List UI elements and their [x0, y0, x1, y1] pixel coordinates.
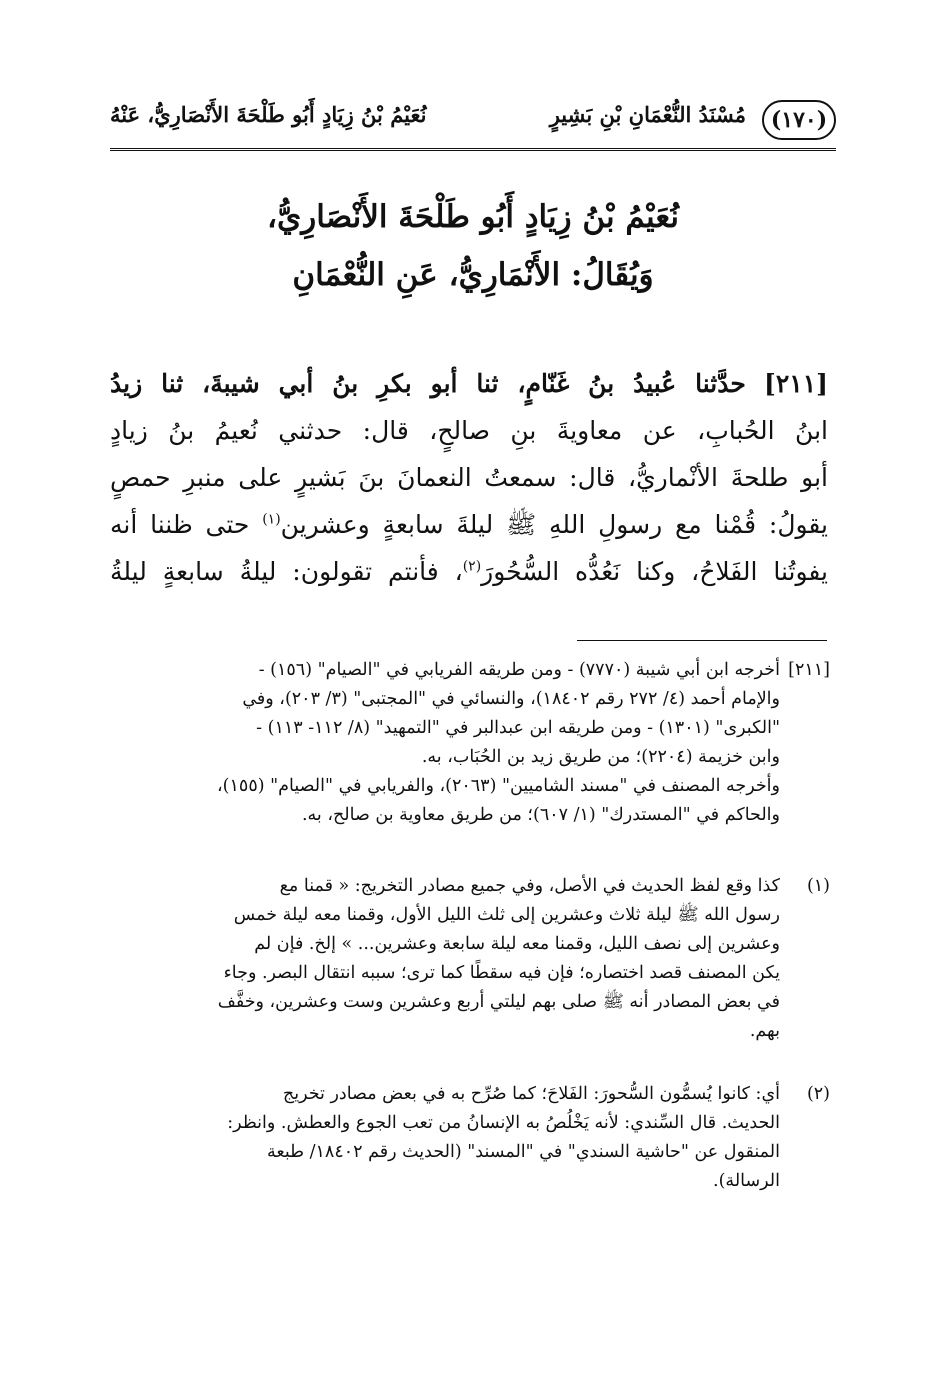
footnote-2-line-3: المنقول عن "حاشية السندي" في "المسند" (الحديث رقم ١٨٤٠٢/ طبعة [267, 1142, 780, 1162]
footnote-2-line-1: أي: كانوا يُسمُّون السُّحورَ: الفَلاحَ؛ كما صُرِّح به في بعض مصادر تخريج [282, 1084, 780, 1104]
footnote-211 [110, 656, 830, 830]
footnote-1-line-6: بهم. [749, 1021, 780, 1041]
hadith-number: [٢١١] [764, 369, 829, 398]
hadith-line-3: أبو طلحةَ الأنْماريُّ، قال: سمعتُ النعمانَ بنَ بَشيرٍ على منبرِ حمصٍ [110, 463, 828, 492]
hadith-line-1-text: حدَّثنا عُبيدُ بنُ غَنّامٍ، ثنا أبو بكرِ بنُ أبي شيبةَ، ثنا زيدُ [110, 369, 746, 398]
footnote-1-line-3: وعشرين إلى نصف الليل، وقمنا معه ليلة سابعة وعشرين... » إلخ. فإن لم [254, 934, 780, 954]
footnote-2-line-2: الحديث. قال السِّندي: لأنه يَخْلُصُ به الإنسانُ من تعب الجوع والعطش. وانظر: [227, 1113, 780, 1133]
footnote-1-line-1: كذا وقع لفظ الحديث في الأصل، وفي جميع مصادر التخريج: « قمنا مع [279, 876, 780, 896]
footnote-ref-1[interactable]: (١) [262, 511, 281, 528]
header-divider [110, 148, 836, 151]
footnote-211-line-2: والإمام أحمد (٤/ ٢٧٢ رقم ١٨٤٠٢)، والنسائي في "المجتبى" (٣/ ٢٠٣)، وفي [242, 689, 780, 709]
footnote-1-line-4: يكن المصنف قصد اختصاره؛ فإن فيه سقطًا كما ترى؛ سببه انتقال البصر. وجاء [223, 963, 780, 983]
footnote-2-label: (٢) [806, 1084, 830, 1104]
footnote-211-line-6: والحاكم في "المستدرك" (١/ ٦٠٧)؛ من طريق معاوية بن صالح، به. [301, 805, 780, 825]
hadith-line-5 [110, 548, 828, 595]
footnote-1-label: (١) [806, 876, 830, 896]
hadith-line-4-end: حتى ظننا أنه [110, 510, 250, 539]
hadith-line-5-end: ، فأنتم تقولون: ليلةُ سابعةٍ ليلةُ [110, 557, 463, 586]
footnote-211-label: [٢١١] [788, 660, 830, 680]
footnote-divider [577, 640, 827, 641]
footnote-211-line-1: أخرجه ابن أبي شيبة (٧٧٧٠) - ومن طريقه الفريابي في "الصيام" (١٥٦) - [258, 660, 780, 680]
hadith-line-2: ابنُ الحُبابِ، عن معاويةَ بنِ صالحٍ، قال: حدثني نُعيمُ بنُ زيادٍ [110, 416, 828, 445]
hadith-line-4 [110, 501, 828, 548]
footnote-2-line-4: الرسالة). [713, 1171, 780, 1191]
footnote-1-line-5: في بعض المصادر أنه ﷺ صلى بهم ليلتي أربع وعشرين وست وعشرين، وخفَّف [217, 992, 780, 1012]
footnote-1 [110, 872, 830, 1046]
footnote-211-line-4: وابن خزيمة (٢٢٠٤)؛ من طريق زيد بن الحُبَاب، به. [421, 747, 780, 767]
hadith-line-5-text: يفوتُنا الفَلاحُ، وكنا نَعُدُّه السُّحُورَ [481, 557, 829, 586]
footnote-211-line-5: وأخرجه المصنف في "مسند الشاميين" (٢٠٦٣)، والفريابي في "الصيام" (١٥٥)، [217, 776, 780, 796]
book-title: مُسْنَدُ النُّعْمَانِ بْنِ بَشِيرٍ [549, 102, 746, 127]
section-title [110, 188, 836, 304]
footnote-1-line-2: رسول الله ﷺ ليلة ثلاث وعشرين إلى ثلث الليل الأول، وقمنا معه ليلة خمس [233, 905, 780, 925]
hadith-line-4-text: يقولُ: قُمْنا مع رسولِ اللهِ ﷺ ليلةَ سابعةٍ وعشرين [280, 510, 829, 539]
footnote-ref-2[interactable]: (٢) [462, 558, 482, 575]
running-header [110, 96, 836, 142]
footnote-2 [110, 1080, 830, 1196]
hadith-line-1 [110, 360, 828, 407]
section-title-line-1: نُعَيْمُ بْنُ زِيَادٍ أَبُو طَلْحَةَ الأَنْصَارِيُّ، [267, 199, 679, 235]
section-title-line-2: وَيُقَالُ: الأَنْمَارِيُّ، عَنِ النُّعْمَانِ [292, 257, 654, 293]
footnote-211-line-3: "الكبرى" (١٣٠١) - ومن طريقه ابن عبدالبر في "التمهيد" (٨/ ١١٢- ١١٣) - [256, 718, 780, 738]
chapter-title: نُعَيْمُ بْنُ زِيَادٍ أَبُو طَلْحَةَ الأَنْصَارِيُّ، عَنْهُ [110, 102, 427, 127]
page-number: (١٧٠) [762, 100, 836, 140]
hadith-text [110, 360, 828, 595]
